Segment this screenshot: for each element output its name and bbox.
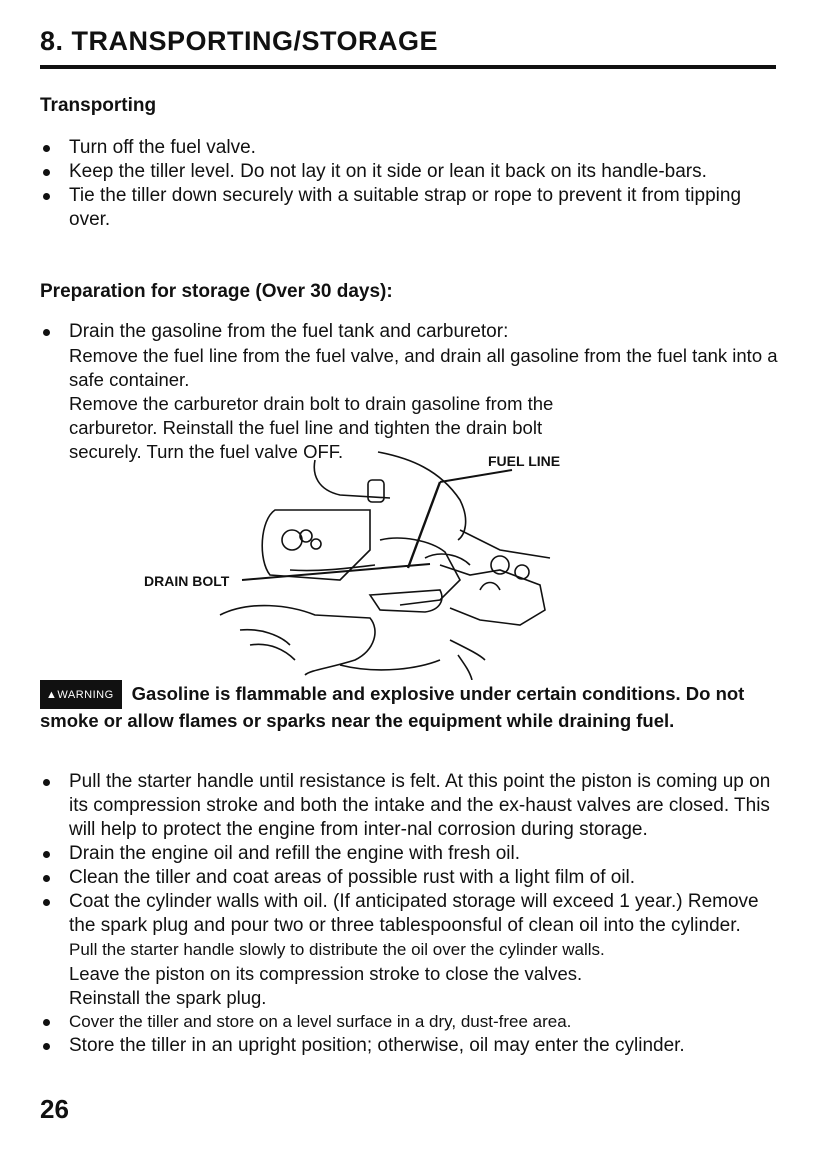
page-title: 8. TRANSPORTING/STORAGE: [40, 26, 439, 56]
list-item: Turn off the fuel valve.: [40, 136, 780, 160]
title-rule: [40, 65, 776, 69]
warning-badge-label: WARNING: [57, 689, 114, 701]
coat-item-text: Coat the cylinder walls with oil. (If anticipated storage will exceed 1 year.) Remove the spark plug and pour two or three tablespoonsful of clean oil into the cylinder.: [69, 891, 759, 936]
warning-text: Gasoline is flammable and explosive under certain conditions. Do not smoke or allow flames or sparks near the equipment while draining fuel.: [40, 683, 745, 731]
drain-item-text: Drain the gasoline from the fuel tank and carburetor:: [69, 321, 509, 342]
list-item: Store the tiller in an upright position; otherwise, oil may enter the cylinder.: [40, 1034, 780, 1058]
warning-block: [40, 680, 780, 733]
transporting-heading: Transporting: [40, 95, 157, 116]
list-item: [40, 890, 780, 1010]
drain-bolt-label: DRAIN BOLT: [144, 573, 230, 589]
transporting-list: [40, 136, 780, 232]
list-item: Keep the tiller level. Do not lay it on it side or lean it back on its handle-bars.: [40, 160, 780, 184]
coat-sub-step: Pull the starter handle slowly to distribute the oil over the cylinder walls.: [69, 940, 605, 959]
list-item: Cover the tiller and store on a level surface in a dry, dust-free area.: [40, 1010, 780, 1034]
list-item: Clean the tiller and coat areas of possible rust with a light film of oil.: [40, 866, 780, 890]
drain-sub-step: Remove the fuel line from the fuel valve, and drain all gasoline from the fuel tank into a safe container.: [69, 345, 778, 390]
drain-sub-step: Remove the carburetor drain bolt to drain gasoline from the carburetor. Reinstall the fuel line and tighten the drain bolt securely. Turn the fuel valve OFF.: [69, 393, 554, 462]
coat-sub-step: Reinstall the spark plug.: [69, 987, 267, 1008]
storage-heading: Preparation for storage (Over 30 days):: [40, 281, 393, 302]
engine-diagram: [140, 440, 580, 680]
list-item: Pull the starter handle until resistance is felt. At this point the piston is coming up on its compression stroke and both the intake and the ex-haust valves are closed. This will help to protect the engine from inter-nal corrosion during storage.: [40, 770, 780, 842]
list-item: Tie the tiller down securely with a suitable strap or rope to prevent it from tipping over.: [40, 184, 780, 232]
coat-sub-step: Leave the piston on its compression stroke to close the valves.: [69, 963, 583, 984]
list-item: Drain the engine oil and refill the engine with fresh oil.: [40, 842, 780, 866]
warning-badge: ▲WARNING: [40, 680, 122, 709]
storage-steps-list: [40, 770, 780, 1058]
page-number: 26: [40, 1094, 69, 1124]
fuel-line-label: FUEL LINE: [488, 453, 561, 469]
